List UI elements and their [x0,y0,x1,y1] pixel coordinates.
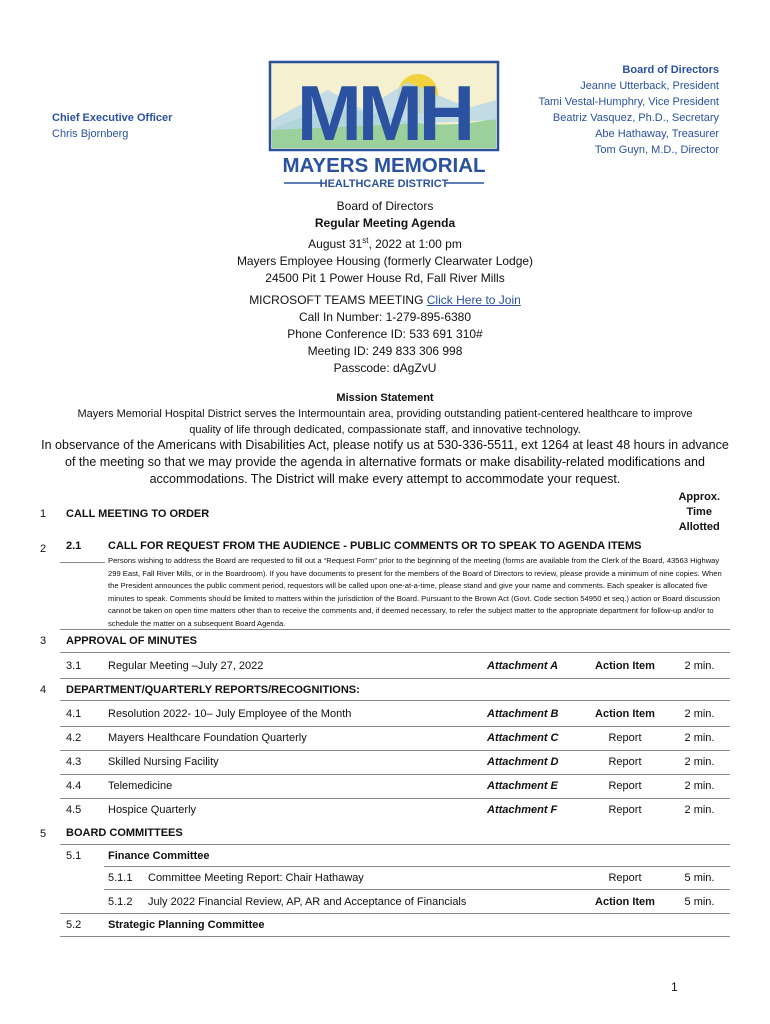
attachment-label: Attachment D [487,756,559,768]
divider [60,726,730,727]
section-title: BOARD COMMITTEES [66,827,183,839]
action-type: Report [608,872,642,884]
item-title: Skilled Nursing Facility [108,756,219,768]
time-allotted: 2 min. [684,708,715,720]
teams-line: MICROSOFT TEAMS MEETING Click Here to Join [249,293,521,307]
section-number: 1 [40,508,47,520]
item-number: 4.2 [66,732,82,744]
item-number: 3.1 [66,660,82,672]
divider [60,652,730,653]
action-type: Report [608,732,642,744]
item-number: 5.1 [66,850,82,862]
section-number: 4 [40,684,47,696]
join-link[interactable]: Click Here to Join [426,293,521,307]
divider [60,844,730,845]
action-type: Report [608,804,642,816]
time-allotted: 5 min. [684,872,715,884]
mission-line: quality of life through dedicated, compassionate staff, and innovative technology. [189,424,581,436]
divider [104,889,730,890]
passcode: Passcode: dAgZvU [333,361,437,375]
item-number: 5.1.2 [108,896,133,908]
committee-title: Strategic Planning Committee [108,919,265,931]
mission-line: Mayers Memorial Hospital District serves the Intermountain area, providing outstanding patient-centered healthcare to improve [77,408,693,420]
ceo-title: Chief Executive Officer [52,112,173,124]
section-title: DEPARTMENT/QUARTERLY REPORTS/RECOGNITIONS: [66,684,360,696]
svg-text:HEALTHCARE DISTRICT: HEALTHCARE DISTRICT [319,178,449,190]
board-member: Tom Guyn, M.D., Director [594,144,719,156]
action-type: Report [608,780,642,792]
board-member: Abe Hathaway, Treasurer [595,128,719,140]
committee-title: Finance Committee [108,850,210,862]
divider [104,866,730,867]
time-allotted: 5 min. [684,896,715,908]
item-number: 4.4 [66,780,82,792]
mmh-logo [268,60,500,190]
divider [60,562,105,563]
agenda-title: Regular Meeting Agenda [314,216,456,230]
header-line-1: Board of Directors [336,199,434,213]
meeting-id: Meeting ID: 249 833 306 998 [307,344,463,358]
attachment-label: Attachment C [487,732,559,744]
time-allotted: 2 min. [684,732,715,744]
divider [60,750,730,751]
item-title: Resolution 2022- 10– July Employee of the Month [108,708,352,720]
time-allotted: 2 min. [684,756,715,768]
mission-statement [0,390,770,438]
divider [60,798,730,799]
attachment-label: Attachment B [487,708,559,720]
item-number: 2.1 [66,540,82,552]
public-comment-text: Persons wishing to address the Board are requested to fill out a “Request Form” prior to the beginning of the meeting (forms are available from the Clerk of the Board, 43563 Highway 299 East, Fall River Mills, or in the Boardroom). If you have documents to present for the members of the Board of Directors to review, please provide a minimum of nine copies. When the President announces the public comment period, requestors will be called upon one-at-a-time, please stand and give your name and comments. Each speaker is allocated five minutes to speak. Comments should be limited to matters within the jurisdiction of the Board. Pursuant to the Brown Act (Govt. Code section 54950 et seq.) action or Board discussion cannot be taken on open time matters other than to receive the comments and, if deemed necessary, to refer the subject matter to the appropriate department for follow-up and/or to schedule the matter on a subsequent Board Agenda. [108,556,722,628]
board-block [538,62,719,158]
attachment-label: Attachment F [487,804,558,816]
section-number: 2 [40,543,47,555]
page-number: 1 [671,980,678,994]
svg-text:MAYERS MEMORIAL: MAYERS MEMORIAL [282,154,486,177]
ceo-name: Chris Bjornberg [52,128,129,140]
section-number: 3 [40,635,47,647]
item-number: 4.5 [66,804,82,816]
time-allotted: 2 min. [684,660,715,672]
time-allotted: 2 min. [684,780,715,792]
section-number: 5 [40,828,47,840]
meeting-location: Mayers Employee Housing (formerly Clearwater Lodge) [236,254,534,268]
item-number: 4.1 [66,708,82,720]
section-title: APPROVAL OF MINUTES [66,635,197,647]
item-title: Committee Meeting Report: Chair Hathaway [148,872,364,884]
item-title: CALL FOR REQUEST FROM THE AUDIENCE - PUBLIC COMMENTS OR TO SPEAK TO AGENDA ITEMS [108,540,642,552]
approx-time-header: Approx. Time Allotted [678,491,720,533]
teams-info [0,292,770,377]
meeting-address: 24500 Pit 1 Power House Rd, Fall River Mills [265,271,505,285]
ada-notice: In observance of the Americans with Disabilities Act, please notify us at 530-336-5511, ext 1264 at least 48 hours in advance of the meeting so that we may provide the agenda in alternative formats or make disability-related modifications and accommodations. The District will make every attempt to accommodate your request. [41,438,729,486]
item-title: July 2022 Financial Review, AP, AR and Acceptance of Financials [148,896,467,908]
board-member: Tami Vestal-Humphry, Vice President [538,96,719,108]
board-member: Jeanne Utterback, President [580,80,719,92]
conference-id: Phone Conference ID: 533 691 310# [287,327,483,341]
divider [60,913,730,914]
divider [60,774,730,775]
item-title: Mayers Healthcare Foundation Quarterly [108,732,307,744]
ceo-block [52,110,172,142]
svg-text:MMH: MMH [296,69,472,157]
item-number: 5.2 [66,919,82,931]
divider [60,700,730,701]
item-title: Telemedicine [108,780,173,792]
divider [60,936,730,937]
divider [60,678,730,679]
attachment-label: Attachment E [487,780,558,792]
action-type: Report [608,756,642,768]
call-in-number: Call In Number: 1-279-895-6380 [298,310,472,324]
action-type: Action Item [595,896,655,908]
meeting-date: August 31st, 2022 at 1:00 pm [308,236,462,251]
item-number: 4.3 [66,756,82,768]
board-member: Beatriz Vasquez, Ph.D., Secretary [552,112,719,124]
action-type: Action Item [595,660,655,672]
mission-title: Mission Statement [336,392,434,404]
meeting-header [0,198,770,287]
item-title: Hospice Quarterly [108,804,197,816]
item-title: Regular Meeting –July 27, 2022 [108,660,264,672]
action-type: Action Item [595,708,655,720]
time-allotted: 2 min. [684,804,715,816]
section-title: CALL MEETING TO ORDER [66,508,210,520]
attachment-label: Attachment A [487,660,559,672]
divider [60,629,730,630]
board-title: Board of Directors [622,64,719,76]
item-number: 5.1.1 [108,872,133,884]
